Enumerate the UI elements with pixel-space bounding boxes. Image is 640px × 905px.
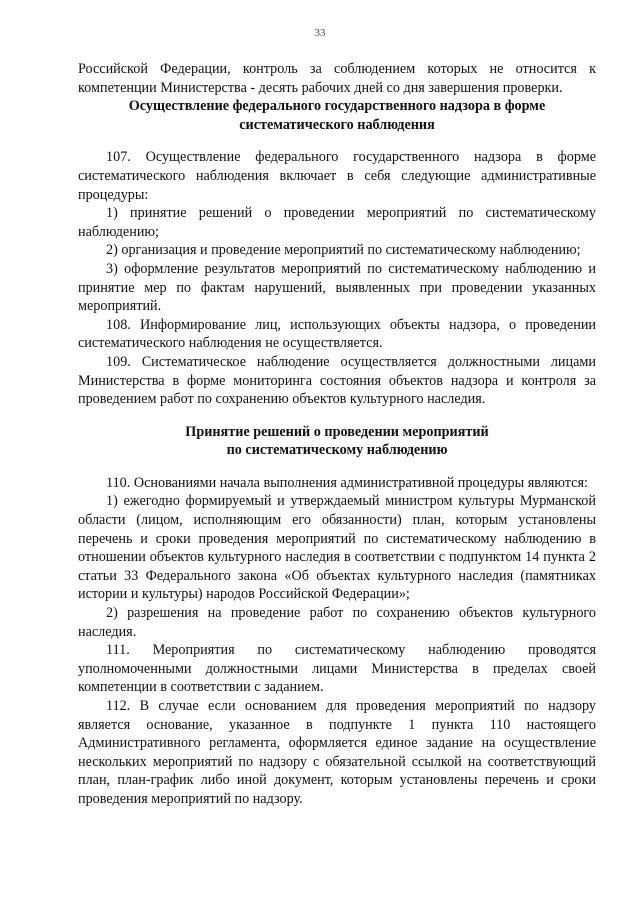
list-item-2: 2) разрешения на проведение работ по сохранению объектов культурного наследия. [78, 605, 596, 640]
paragraph-111: 111. Мероприятия по систематическому наблюдению проводятся уполномоченными должностными лицами Министерства в пределах своей компетенции в соответствии с заданием. [78, 642, 596, 696]
heading-line: Осуществление федерального государственного надзора в форме [128, 98, 546, 115]
paragraph-110: 110. Основаниями начала выполнения административной процедуры являются: [106, 474, 588, 491]
heading-line: по систематическому наблюдению [226, 442, 448, 459]
document-body [78, 60, 596, 809]
heading-line: систематического наблюдения [239, 116, 435, 133]
list-item-1: 1) ежегодно формируемый и утверждаемый министром культуры Мурманской области (лицом, исполняющим его обязанности) план, которым установлены перечень и сроки проведения мероприятий по систематическому наблюдению в отношении объектов культурного наследия в соответствии с подпунктом 14 пункта 2 статьи 33 Федерального закона «Об объектах культурного наследия (памятниках истории и культуры) народов Российской Федерации»; [78, 493, 596, 603]
paragraph-108: 108. Информирование лиц, использующих объекты надзора, о проведении систематического наблюдения не осуществляется. [78, 316, 596, 352]
paragraph-continuation: Российской Федерации, контроль за соблюдением которых не относится к компетенции Министерства - десять рабочих дней со дня завершения проверки. [78, 61, 596, 96]
list-item-2: 2) организация и проведение мероприятий по систематическому наблюдению; [106, 242, 581, 259]
paragraph-109: 109. Систематическое наблюдение осуществляется должностными лицами Министерства в форме мониторинга состояния объектов надзора и контроля за проведением работ по сохранению объектов культурного наследия. [78, 353, 596, 408]
section-heading-decisions [78, 423, 596, 460]
section-heading-supervision [78, 97, 596, 134]
list-item-1: 1) принятие решений о проведении мероприятий по систематическому наблюдению; [78, 205, 596, 240]
list-item-3: 3) оформление результатов мероприятий по систематическому наблюдению и принятие мер по фактам нарушений, выявленных при проведении указанных мероприятий. [78, 260, 596, 315]
paragraph-107: 107. Осуществление федерального государственного надзора в форме систематического наблюдения включает в себя следующие административные процедуры: [78, 149, 596, 203]
heading-line: Принятие решений о проведении мероприятий [185, 423, 489, 440]
page-number: 33 [314, 27, 326, 39]
paragraph-112: 112. В случае если основанием для проведения мероприятий по надзору является основание, указанное в подпункте 1 пункта 110 настоящего Административного регламента, оформляется единое задание на осуществление нескольких мероприятий по надзору с обязательной ссылкой на соответствующий план, план-график либо иной документ, которым установлены перечень и сроки проведения мероприятий по надзору. [78, 698, 596, 807]
